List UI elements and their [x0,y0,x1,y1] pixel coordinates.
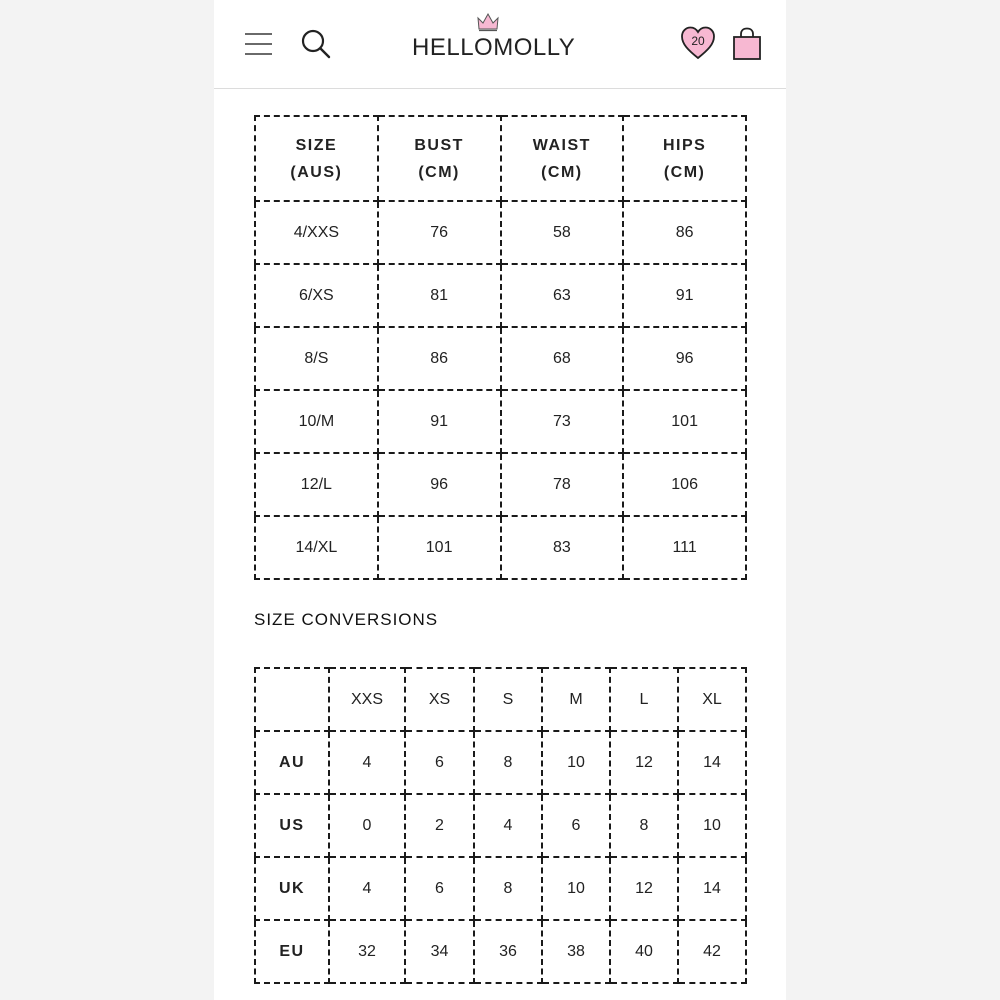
empty-corner-cell [255,668,329,731]
header-waist-unit: (CM) [541,163,583,181]
wishlist-count: 20 [691,34,705,48]
table-cell: 14 [678,857,746,920]
search-button[interactable] [300,28,332,60]
search-icon [300,28,332,60]
header-bust [378,116,501,201]
hips-cell: 86 [623,201,746,264]
bust-cell: 101 [378,516,501,579]
menu-bar-middle [245,43,272,45]
waist-cell: 83 [501,516,624,579]
column-header: XS [405,668,474,731]
region-label: EU [255,920,329,983]
menu-button[interactable] [245,31,273,57]
wishlist-button[interactable] [680,25,716,61]
table-cell: 6 [542,794,610,857]
header-hips [623,116,746,201]
brand-logo[interactable] [412,12,590,66]
shopping-bag-icon [731,27,763,61]
header-waist [501,116,624,201]
table-row [255,390,746,453]
size-cell: 6/XS [255,264,378,327]
table-cell: 0 [329,794,405,857]
column-header: XL [678,668,746,731]
table-cell: 8 [610,794,678,857]
table-cell: 6 [405,731,474,794]
region-label: UK [255,857,329,920]
table-cell: 8 [474,731,542,794]
table-cell: 4 [329,731,405,794]
waist-cell: 78 [501,453,624,516]
header-hips-label: HIPS [662,136,707,154]
waist-cell: 58 [501,201,624,264]
hips-cell: 96 [623,327,746,390]
size-guide-page [214,0,786,1000]
header-size [255,116,378,201]
column-header: S [474,668,542,731]
table-cell: 14 [678,731,746,794]
table-row [255,731,746,794]
table-row [255,327,746,390]
shopping-bag-button[interactable] [731,27,763,61]
column-header: M [542,668,610,731]
table-row [255,264,746,327]
size-cell: 14/XL [255,516,378,579]
table-cell: 34 [405,920,474,983]
table-cell: 40 [610,920,678,983]
header-bust-label: BUST [414,136,464,154]
waist-cell: 68 [501,327,624,390]
site-header [214,0,786,89]
header-hips-unit: (CM) [663,163,706,181]
table-row [255,794,746,857]
bust-cell: 96 [378,453,501,516]
table-cell: 38 [542,920,610,983]
table-cell: 10 [678,794,746,857]
size-cell: 12/L [255,453,378,516]
size-chart-header-row [255,116,746,201]
size-conversions-title: SIZE CONVERSIONS [254,610,439,629]
table-row [255,920,746,983]
header-size-label: SIZE [295,136,338,154]
waist-cell: 73 [501,390,624,453]
bust-cell: 86 [378,327,501,390]
table-cell: 10 [542,857,610,920]
hips-cell: 91 [623,264,746,327]
size-cell: 10/M [255,390,378,453]
table-cell: 12 [610,731,678,794]
table-row [255,857,746,920]
conversions-header-row [255,668,746,731]
bust-cell: 76 [378,201,501,264]
table-cell: 6 [405,857,474,920]
column-header: XXS [329,668,405,731]
bust-cell: 91 [378,390,501,453]
table-cell: 12 [610,857,678,920]
brand-name: HELLOMOLLY [412,34,576,61]
size-chart-table [254,115,747,580]
table-cell: 32 [329,920,405,983]
header-waist-label: WAIST [532,136,591,154]
header-size-unit: (AUS) [290,163,343,181]
column-header: L [610,668,678,731]
table-cell: 4 [329,857,405,920]
table-cell: 42 [678,920,746,983]
table-cell: 8 [474,857,542,920]
waist-cell: 63 [501,264,624,327]
table-cell: 4 [474,794,542,857]
size-cell: 4/XXS [255,201,378,264]
hips-cell: 106 [623,453,746,516]
size-conversions-table [254,667,747,984]
crown-icon [476,12,500,32]
table-row [255,516,746,579]
menu-bar-bottom [245,53,272,55]
table-row [255,453,746,516]
table-cell: 10 [542,731,610,794]
table-cell: 36 [474,920,542,983]
header-bust-unit: (CM) [418,163,460,181]
hips-cell: 101 [623,390,746,453]
table-row [255,201,746,264]
region-label: AU [255,731,329,794]
size-cell: 8/S [255,327,378,390]
table-cell: 2 [405,794,474,857]
region-label: US [255,794,329,857]
menu-bar-top [245,33,272,35]
bust-cell: 81 [378,264,501,327]
hips-cell: 111 [623,516,746,579]
